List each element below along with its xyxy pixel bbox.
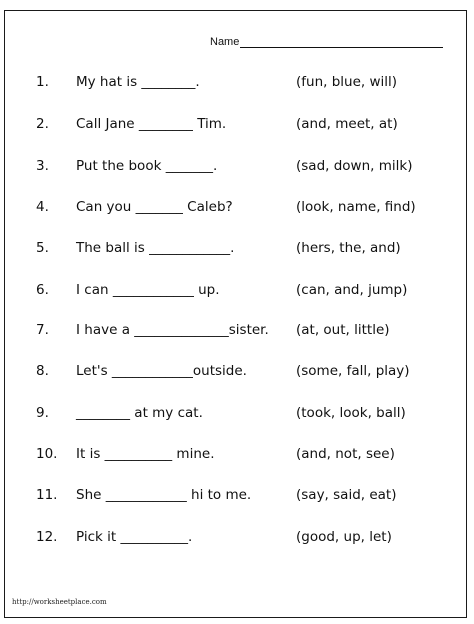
worksheet-border: [4, 10, 467, 618]
question-sentence: I have a ______________sister.: [76, 322, 269, 338]
question-sentence: Put the book _______.: [76, 158, 218, 174]
question-sentence: The ball is ____________.: [76, 240, 235, 256]
question-choices: (and, not, see): [296, 446, 395, 462]
question-sentence: It is __________ mine.: [76, 446, 215, 462]
question-choices: (can, and, jump): [296, 282, 408, 298]
question-sentence: Can you _______ Caleb?: [76, 199, 233, 215]
question-number: 11.: [36, 487, 58, 503]
question-number: 1.: [36, 74, 49, 90]
question-number: 7.: [36, 322, 49, 338]
question-sentence: My hat is ________.: [76, 74, 200, 90]
question-number: 9.: [36, 405, 49, 421]
question-sentence: She ____________ hi to me.: [76, 487, 252, 503]
question-number: 5.: [36, 240, 49, 256]
question-number: 6.: [36, 282, 49, 298]
question-choices: (good, up, let): [296, 529, 392, 545]
question-choices: (sad, down, milk): [296, 158, 413, 174]
question-choices: (look, name, find): [296, 199, 416, 215]
question-number: 2.: [36, 116, 49, 132]
question-sentence: Call Jane ________ Tim.: [76, 116, 227, 132]
name-blank-line: [240, 37, 443, 48]
question-sentence: I can ____________ up.: [76, 282, 220, 298]
question-number: 8.: [36, 363, 49, 379]
question-choices: (fun, blue, will): [296, 74, 398, 90]
footer-url: http://worksheetplace.com: [12, 598, 107, 606]
question-choices: (and, meet, at): [296, 116, 398, 132]
question-number: 4.: [36, 199, 49, 215]
question-choices: (at, out, little): [296, 322, 390, 338]
question-choices: (say, said, eat): [296, 487, 397, 503]
question-sentence: Let's ____________outside.: [76, 363, 247, 379]
question-number: 3.: [36, 158, 49, 174]
name-label: Name: [210, 36, 240, 48]
question-sentence: ________ at my cat.: [76, 405, 203, 421]
name-row: [210, 36, 443, 48]
question-sentence: Pick it __________.: [76, 529, 193, 545]
question-choices: (some, fall, play): [296, 363, 410, 379]
question-number: 12.: [36, 529, 58, 545]
question-choices: (took, look, ball): [296, 405, 406, 421]
question-choices: (hers, the, and): [296, 240, 401, 256]
question-number: 10.: [36, 446, 58, 462]
